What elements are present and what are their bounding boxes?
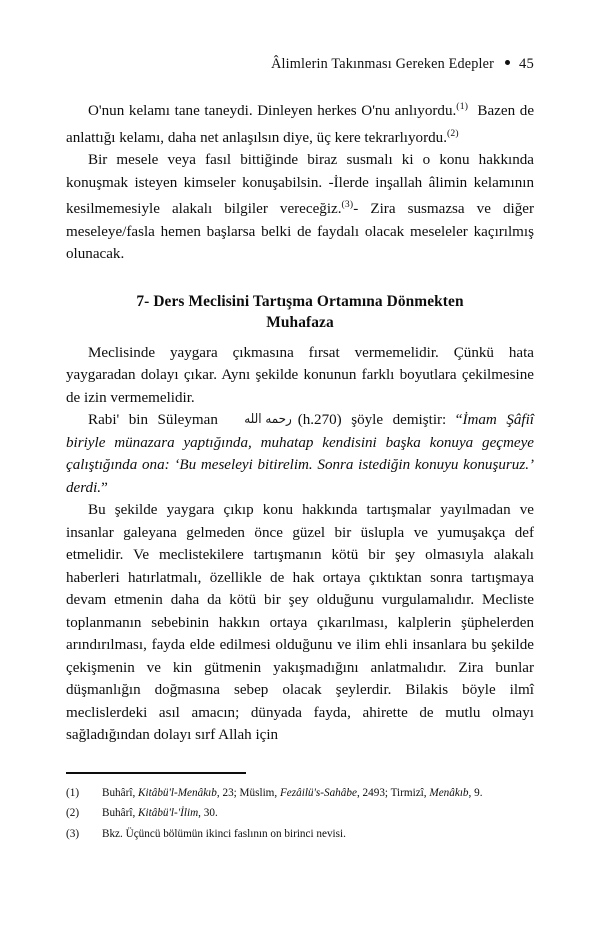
body-text-column <box>66 96 534 747</box>
footnote-item <box>66 805 534 821</box>
footnote-text: Buhârî, <box>102 807 139 820</box>
narrator-name: Rabi' bin Süleyman <box>88 412 218 428</box>
footnotes-section <box>66 772 534 846</box>
footnote-text: , 23; Müslim, <box>216 787 280 800</box>
paragraph-4-middle: (h.270) şöyle demiştir: “ <box>297 412 463 428</box>
paragraph-1-text: O'nun kelamı tane taneydi. Dinleyen herkes O'nu anlıyordu. <box>88 103 457 119</box>
footnote-ref-2[interactable]: (2) <box>447 127 459 139</box>
bullet-dot-icon <box>505 60 510 65</box>
footnote-ref-3[interactable]: (3) <box>341 199 354 210</box>
section-heading-line-2: Muhafaza <box>266 313 334 331</box>
paragraph-2-text: Bir mesele veya fasıl bittiğinde biraz susmalı ki o konu hakkında konuşmak isteyen kimseler konuşabilsin. -İlerde inşallah âlimin kelamının kesilmemesiyle alakalı bilgiler vereceğiz. <box>66 152 534 217</box>
running-header-title: Âlimlerin Takınması Gereken Edepler <box>271 56 495 72</box>
paragraph-1-continued: Bazen de anlattığı kelamı, daha net anlaşılsın diye, üç kere tekrarlıyordu. <box>66 103 535 146</box>
footnote-number: (2) <box>66 807 80 820</box>
footnote-source-title: Menâkıb <box>429 787 469 800</box>
paragraph-2 <box>66 149 534 266</box>
footnote-source-title: Fezâilü's-Sahâbe <box>279 787 357 800</box>
quotation-text: İmam Şâfiî biriyle münazara yaptığında, muhatap kendisini başka konuya geçmeye çalıştığında ona: ‘Bu meseleyi bitirelim. Sonra istediğin konuyu konuşuruz.’ derdi. <box>66 412 534 496</box>
footnote-list <box>66 785 534 842</box>
footnote-item <box>66 826 534 842</box>
page-number: 45 <box>519 56 534 72</box>
paragraph-2-continued: - Zira susmazsa ve diğer meseleye/fasla hemen başlarsa belki de faydalı olacak meseleler kaçırılmış olunacak. <box>66 201 534 262</box>
quotation-close-mark: ” <box>101 479 108 496</box>
paragraph-3: Meclisinde yaygara çıkmasına fırsat vermemelidir. Çünkü hata yaygaradan dolayı çıkar. Aynı şekilde konunun farklı boyutlara çekilmesine de izin vermemelidir. <box>66 344 534 406</box>
section-heading-line-1: 7- Ders Meclisini Tartışma Ortamına Dönmekten <box>136 292 464 310</box>
footnote-text: , 30. <box>198 807 218 820</box>
footnote-number: (1) <box>66 787 80 800</box>
running-header <box>66 56 534 73</box>
footnote-text: , 9. <box>468 787 483 800</box>
rahimahullah-honorific-icon: رحمه الله <box>244 412 292 427</box>
footnote-source-title: Kitâbü'l-'İlim <box>138 807 199 820</box>
footnote-text: Bkz. Üçüncü bölümün ikinci faslının on birinci nevisi. <box>102 827 346 840</box>
paragraph-5: Bu şekilde yaygara çıkıp konu hakkında tartışmalar yayılmadan ve insanlar galeyana gelmeden önce güzel bir üslupla ve yumuşakça def etmelidir. Ve meclistekilere tartışmanın kötü bir şey olmasıyla alakalı haberleri hatırlatmalı, özellikle de hak ortaya çıktıktan sonra tartışmaya devam etmenin daha da kötü bir şey olduğunu vurgulamalıdır. Mecliste toplanmanın sebebinin hakkın ortaya çıkarılması, kalplerin şüphelerden arındırılması, fayda elde edilmesi olduğunu ve ilim ehli insanlara bu şekilde çekişmenin ve kin gütmenin yakışmadığını anlatmalıdır. Zira bunlar düşmanlığın doğmasına sebep olacak şeylerdir. Bilakis böyle ilmî meclislerdeki asıl amacın; dünyada fayda, ahirette de mutlu olmayı sağladığından dolayı sırf Allah için <box>66 502 534 743</box>
footnote-ref-1[interactable]: (1) <box>456 101 469 112</box>
section-heading <box>66 291 534 333</box>
footnote-number: (3) <box>66 827 80 840</box>
paragraph-1 <box>66 96 534 149</box>
footnote-text: , 2493; Tirmizî, <box>356 787 430 800</box>
footnote-source-title: Kitâbü'l-Menâkıb <box>138 787 217 800</box>
footnote-item <box>66 785 534 801</box>
footnote-separator-rule <box>66 772 246 774</box>
footnote-text: Buhârî, <box>102 787 139 800</box>
paragraph-4 <box>66 409 534 499</box>
